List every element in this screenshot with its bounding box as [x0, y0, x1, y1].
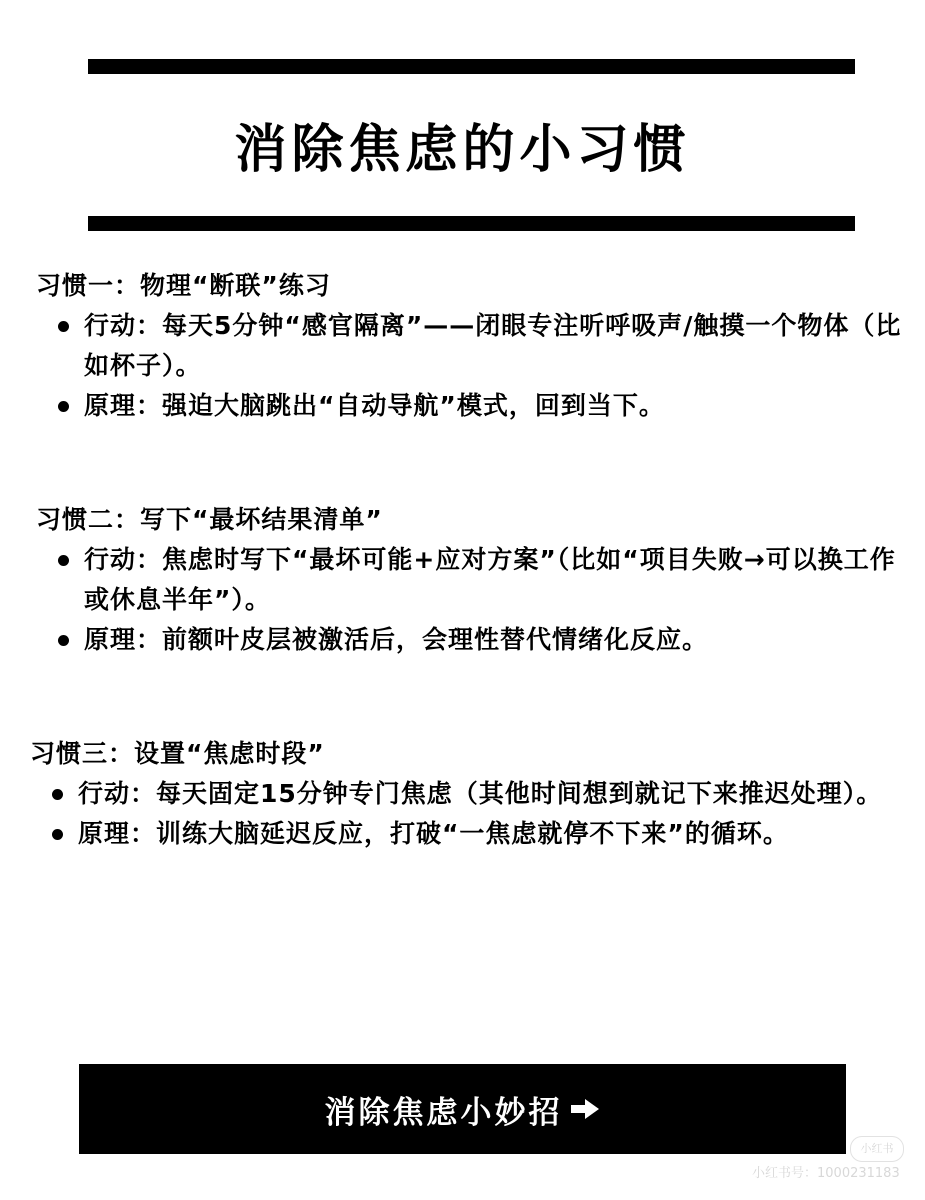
habit-bullet-list — [36, 306, 908, 426]
watermark-logo: 小红书 — [850, 1136, 904, 1162]
habit-section-3 — [30, 734, 908, 854]
bullet-dot-icon — [52, 829, 63, 840]
bullet-text: 原理：训练大脑延迟反应，打破“一焦虑就停不下来”的循环。 — [78, 819, 789, 848]
habit-heading: 习惯二：写下“最坏结果清单” — [36, 505, 383, 534]
title-divider — [88, 216, 855, 231]
bullet-dot-icon — [52, 789, 63, 800]
habit-heading: 习惯三：设置“焦虑时段” — [30, 739, 325, 768]
bullet-text: 行动：每天固定15分钟专门焦虑（其他时间想到就记下来推迟处理）。 — [78, 779, 883, 808]
habit-section-1 — [36, 266, 908, 426]
bullet-dot-icon — [58, 321, 69, 332]
arrow-right-icon — [569, 1096, 601, 1122]
bullet-dot-icon — [58, 555, 69, 566]
action-bullet — [36, 540, 908, 620]
bullet-text: 原理：强迫大脑跳出“自动导航”模式，回到当下。 — [84, 391, 665, 420]
principle-bullet — [36, 386, 908, 426]
bullet-dot-icon — [58, 635, 69, 646]
action-bullet — [36, 306, 908, 386]
bullet-text: 行动：每天5分钟“感官隔离”——闭眼专注听呼吸声/触摸一个物体（比如杯子）。 — [84, 311, 902, 380]
habit-heading: 习惯一：物理“断联”练习 — [36, 271, 331, 300]
cta-label: 消除焦虑小妙招 — [324, 1094, 563, 1131]
bullet-text: 原理：前额叶皮层被激活后，会理性替代情绪化反应。 — [84, 625, 709, 654]
action-bullet — [30, 774, 902, 814]
bullet-text: 行动：焦虑时写下“最坏可能+应对方案”（比如“项目失败→可以换工作或休息半年”）。 — [84, 545, 896, 614]
page-title: 消除焦虑的小习惯 — [234, 120, 691, 180]
top-divider — [88, 59, 855, 74]
habit-bullet-list — [30, 774, 908, 854]
principle-bullet — [30, 814, 902, 854]
bullet-dot-icon — [58, 401, 69, 412]
cta-banner[interactable] — [79, 1064, 846, 1154]
habit-section-2 — [36, 500, 908, 660]
habit-bullet-list — [36, 540, 908, 660]
principle-bullet — [36, 620, 908, 660]
watermark-text: 小红书号：1000231183 — [752, 1166, 900, 1181]
